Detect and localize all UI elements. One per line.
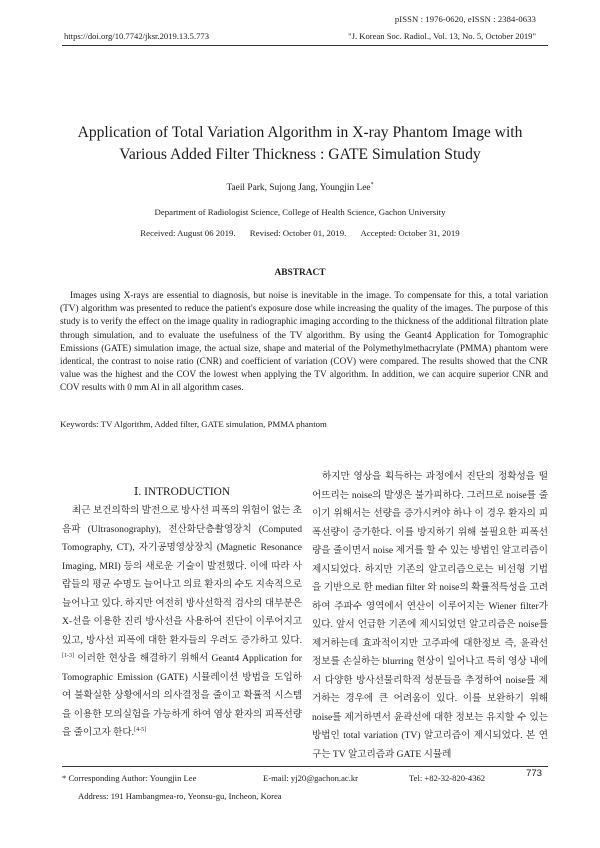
corresponding-author: * Corresponding Author: Youngjin Lee bbox=[62, 773, 197, 783]
submission-dates bbox=[40, 228, 560, 238]
journal-citation: "J. Korean Soc. Radiol., Vol. 13, No. 5, October 2019" bbox=[348, 31, 536, 41]
author-email[interactable]: E-mail: yj20@gachon.ac.kr bbox=[263, 773, 359, 783]
left-column bbox=[62, 502, 302, 743]
issn-line: pISSN : 1976-0620, eISSN : 2384-0633 bbox=[394, 14, 536, 24]
author-phone: Tel: +82-32-820-4362 bbox=[409, 773, 486, 783]
section-heading-introduction: Ⅰ. INTRODUCTION bbox=[133, 486, 231, 498]
intro-text-part1: 최근 보건의학의 발전으로 방사선 피폭의 위험이 없는 초음파 (Ultrasonography), 전산화단층촬영장치 (Computed Tomography, CT), 자기공명영상장치 (Magnetic Resonance Imaging, MRI) 등의 새로운 기술이 발전했다. 이에 따라 사람들의 평균 수명도 늘어나고 의료 환자의 수도 지속적으로 늘어나고 있다. 하지만 여전히 방사선학적 검사의 대부분은 X-선을 이용한 진리 방사선을 사용하여 진단이 이루어지고 있고, 방사선 피폭에 대한 환자들의 우려도 증가하고 있다. bbox=[62, 505, 302, 646]
author-names: Taeil Park, Sujong Jang, Youngjin Lee bbox=[226, 183, 371, 193]
right-column bbox=[312, 468, 548, 764]
affiliation: Department of Radiologist Science, College of Health Science, Gachon University bbox=[154, 207, 446, 217]
citation-ref-2[interactable]: [4-5] bbox=[134, 726, 147, 733]
received-date: Received: August 06 2019. bbox=[140, 228, 236, 238]
author-list bbox=[40, 183, 560, 193]
accepted-date: Accepted: October 31, 2019 bbox=[360, 228, 460, 238]
header-divider bbox=[62, 45, 548, 46]
intro-text-part2: 이러한 현상을 해결하기 위해서 Geant4 Application for Tomographic Emission (GATE) 시뮬레이션 방법을 도입하여 불확실한 상황에서의 의사결정을 줄이고 확률적 시스템을 이용한 모의실험을 가능하게 하여 염상 환자의 피폭선량을 줄이고자 한다. bbox=[62, 653, 302, 738]
intro-paragraph-1 bbox=[62, 502, 302, 743]
paper-title bbox=[40, 122, 560, 166]
footer-divider bbox=[62, 766, 548, 767]
revised-date: Revised: October 01, 2019. bbox=[249, 228, 347, 238]
citation-ref-1[interactable]: [1-3] bbox=[62, 652, 74, 659]
abstract-text: Images using X-rays are essential to diagnosis, but noise is inevitable in the image. To compensate for this, a total variation (TV) algorithm was presented to reduce the patient's exposure dose while increasing the quality of the images. The purpose of this study is to verify the effect on the image quality in radiographic imaging according to the thickness of the additional filtration plate through simulation, and to evaluate the usefulness of the TV algorithm. By using the Geant4 Application for Tomographic Emissions (GATE) simulation image, the actual size, shape and material of the Polymethylmethacrylate (PMMA) phantom were identical, the contrast to noise ratio (CNR) and coefficient of variation (COV) were compared. The results showed that the CNR value was the highest and the COV the lowest when applying the TV algorithm. In addition, we can acquire superior CNR and COV results with 0 mm Al in all algorithm cases. bbox=[60, 291, 548, 394]
title-line-2: Various Added Filter Thickness : GATE Simulation Study bbox=[119, 146, 481, 163]
corresponding-mark: * bbox=[370, 181, 374, 188]
author-address: Address: 191 Hambangmea-ro, Yeonsu-gu, Incheon, Korea bbox=[78, 791, 282, 801]
title-line-1: Application of Total Variation Algorithm in X-ray Phantom Image with bbox=[77, 124, 523, 141]
keywords: Keywords: TV Algorithm, Added filter, GATE simulation, PMMA phantom bbox=[60, 419, 327, 429]
page-number: 773 bbox=[525, 768, 542, 779]
abstract-heading: ABSTRACT bbox=[274, 268, 326, 278]
doi-link[interactable]: https://doi.org/10.7742/jksr.2019.13.5.773 bbox=[64, 31, 209, 41]
intro-paragraph-2: 하지만 영상을 획득하는 과정에서 진단의 정확성을 떨어뜨리는 noise의 발생은 불가피하다. 그러므로 noise를 줄이기 위해서는 선량을 증가시켜야 하나 이 경우 환자의 피폭선량이 증가한다. 이를 방지하기 위해 불필요한 피폭선량을 줄이면서 noise 제거를 할 수 있는 방법인 알고리즘이 제시되었다. 하지만 기존의 알고리즘으로는 비선형 기법을 기반으로 한 median filter 와 noise의 확률적특성을 고려하여 주파수 영역에서 연산이 이루어지는 Wiener filter가 있다. 앞서 언급한 기존에 제시되었던 알고리즘은 noise를 제거하는데 효과적이지만 고주파에 대한정보 즉, 윤곽선 정보를 손실하는 blurring 현상이 일어나고 특히 영상 내에서 다양한 방사선물리학적 성분들을 추정하여 noise를 제거하는 경우에 큰 어려움이 있다. 이를 보완하기 위해 noise를 제거하면서 윤곽선에 대한 정보는 유지할 수 있는 방법인 total variation (TV) 알고리즘이 제시되었다. 본 연구는 TV 알고리즘과 GATE 시뮬레 bbox=[312, 471, 548, 760]
